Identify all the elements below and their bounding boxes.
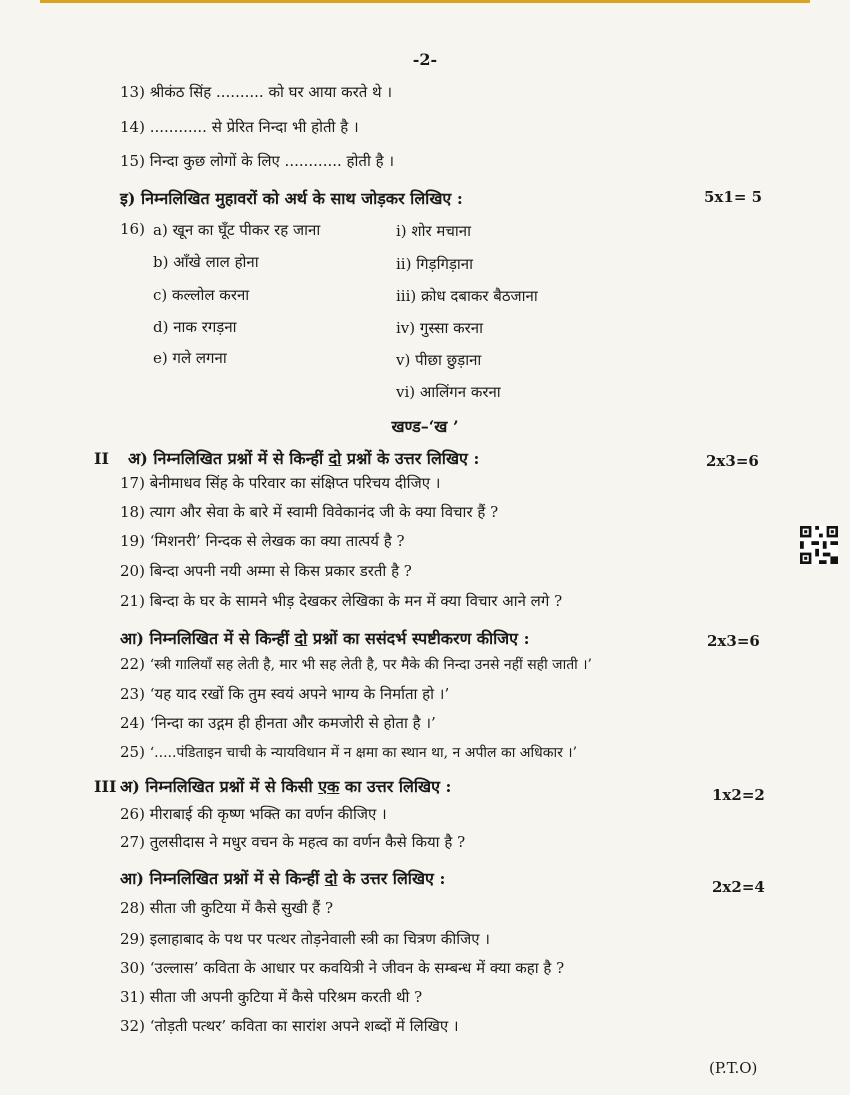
idiom-left-c: c) कल्लोल करना — [153, 286, 250, 304]
question-text: सीता जी अपनी कुटिया में कैसे परिश्रम करती थी ? — [149, 988, 423, 1006]
question-text: ‘उल्लास’ कविता के आधार पर कवयित्री ने जीवन के सम्बन्ध में क्या कहा है ? — [149, 959, 565, 977]
question-number: 19) — [120, 532, 145, 550]
roman-numeral: III — [94, 777, 117, 796]
question-31 — [120, 987, 422, 1007]
header-text: आ) निम्नलिखित में से किन्हीं — [120, 629, 295, 648]
header-text-end: प्रश्नों का ससंदर्भ स्पष्टीकरण कीजिए : — [307, 629, 530, 648]
section-title: खण्ड–‘ख ’ — [391, 417, 459, 436]
part3a-header — [94, 775, 451, 797]
question-text: ‘निन्दा का उद्गम ही हीनता और कमजोरी से होता है ।’ — [149, 714, 436, 732]
question-text: बेनीमाधव सिंह के परिवार का संक्षिप्त परिचय दीजिए । — [149, 474, 441, 492]
question-text: ............ से प्रेरित निन्दा भी होती है । — [149, 118, 359, 136]
idiom-right-iii: iii) क्रोध दबाकर बैठजाना — [396, 287, 538, 305]
question-26 — [120, 804, 387, 824]
idiom-right-iv: iv) गुस्सा करना — [396, 319, 483, 337]
question-21 — [120, 591, 562, 611]
question-text: ‘तोड़ती पत्थर’ कविता का सारांश अपने शब्दों में लिखिए । — [149, 1017, 459, 1035]
question-28 — [120, 898, 333, 918]
roman-numeral: II — [94, 449, 109, 468]
idiom-right-ii: ii) गिड़गिड़ाना — [396, 255, 474, 273]
question-number: 23) — [120, 685, 145, 703]
header-underlined: दो — [328, 449, 342, 468]
question-number: 28) — [120, 899, 145, 917]
header-underlined: एक — [318, 777, 340, 796]
question-number: 14) — [120, 118, 145, 136]
question-number: 29) — [120, 930, 145, 948]
question-18 — [120, 502, 498, 522]
question-text: ‘मिशनरी’ निन्दक से लेखक का क्या तात्पर्य है ? — [149, 532, 405, 550]
page-number: -2- — [412, 50, 438, 69]
header-text: अ) निम्नलिखित प्रश्नों में से किन्हीं — [128, 449, 329, 468]
qr-code-icon — [800, 525, 838, 565]
question-number: 20) — [120, 562, 145, 580]
question-number: 17) — [120, 474, 145, 492]
question-text: निन्दा कुछ लोगों के लिए ............ होती है । — [149, 152, 395, 170]
question-number: 32) — [120, 1017, 145, 1035]
question-text: बिन्दा के घर के सामने भीड़ देखकर लेखिका के मन में क्या विचार आने लगे ? — [149, 592, 563, 610]
question-29 — [120, 929, 490, 949]
question-text: मीराबाई की कृष्ण भक्ति का वर्णन कीजिए । — [149, 805, 387, 823]
question-text: ‘यह याद रखों कि तुम स्वयं अपने भाग्य के निर्माता हो ।’ — [149, 685, 450, 703]
question-14 — [120, 117, 359, 137]
idioms-marks: 5x1= 5 — [704, 188, 763, 206]
question-text: त्याग और सेवा के बारे में स्वामी विवेकानंद जी के क्या विचार हैं ? — [149, 503, 499, 521]
question-number: 31) — [120, 988, 145, 1006]
question-15 — [120, 151, 394, 171]
header-text: अ) निम्नलिखित प्रश्नों में से किसी — [120, 777, 319, 796]
idiom-right-vi: vi) आलिंगन करना — [396, 383, 501, 401]
idiom-right-i: i) शोर मचाना — [396, 222, 471, 240]
question-17 — [120, 473, 440, 493]
question-text: बिन्दा अपनी नयी अम्मा से किस प्रकार डरती है ? — [149, 562, 412, 580]
question-number: 15) — [120, 152, 145, 170]
question-number: 25) — [120, 743, 145, 761]
part3b-marks: 2x2=4 — [712, 878, 765, 896]
question-text: ‘.....पंडिताइन चाची के न्यायविधान में न क्षमा का स्थान था, न अपील का अधिकार ।’ — [149, 745, 578, 761]
question-number: 30) — [120, 959, 145, 977]
header-text-end: के उत्तर लिखिए : — [337, 869, 446, 888]
question-13 — [120, 82, 392, 102]
question-24 — [120, 713, 436, 733]
question-text: तुलसीदास ने मधुर वचन के महत्व का वर्णन कैसे किया है ? — [149, 833, 466, 851]
question-32 — [120, 1016, 459, 1036]
question-number: 18) — [120, 503, 145, 521]
idioms-header: इ) निम्नलिखित मुहावरों को अर्थ के साथ जोड़कर लिखिए : — [120, 189, 463, 208]
question-number: 13) — [120, 83, 145, 101]
part2b-header — [120, 627, 530, 649]
question-25 — [120, 743, 577, 762]
question-text: इलाहाबाद के पथ पर पत्थर तोड़नेवाली स्त्री का चित्रण कीजिए । — [149, 930, 490, 948]
question-30 — [120, 958, 564, 978]
idiom-left-d: d) नाक रगड़ना — [153, 318, 237, 336]
question-number: 26) — [120, 805, 145, 823]
question-number: 22) — [120, 655, 145, 673]
question-20 — [120, 561, 412, 581]
question-number: 27) — [120, 833, 145, 851]
part2b-marks: 2x3=6 — [707, 632, 760, 650]
header-text-end: का उत्तर लिखिए : — [339, 777, 452, 796]
question-number: 21) — [120, 592, 145, 610]
question-27 — [120, 832, 465, 852]
idiom-left-e: e) गले लगना — [153, 349, 227, 367]
idiom-left-a: a) खून का घूँट पीकर रह जाना — [153, 221, 321, 239]
header-underlined: दो — [324, 869, 338, 888]
header-text: आ) निम्नलिखित प्रश्नों में से किन्हीं — [120, 869, 325, 888]
page-turn-note: (P.T.O) — [709, 1059, 758, 1077]
question-text: श्रीकंठ सिंह .......... को घर आया करते थे । — [149, 83, 393, 101]
idioms-question-number: 16) — [120, 220, 145, 238]
part3a-marks: 1x2=2 — [712, 786, 765, 804]
idiom-right-v: v) पीछा छुड़ाना — [396, 351, 482, 369]
question-text: सीता जी कुटिया में कैसे सुखी हैं ? — [149, 899, 334, 917]
part3b-header — [120, 867, 445, 889]
question-23 — [120, 684, 449, 704]
header-underlined: दो — [294, 629, 308, 648]
question-number: 24) — [120, 714, 145, 732]
top-edge-line — [40, 0, 810, 3]
question-22 — [120, 655, 592, 674]
question-19 — [120, 531, 405, 551]
part2a-header — [94, 447, 479, 469]
part2a-marks: 2x3=6 — [706, 452, 759, 470]
idiom-left-b: b) आँखे लाल होना — [153, 253, 259, 271]
question-text: ‘स्त्री गालियाँ सह लेती है, मार भी सह लेती है, पर मैके की निन्दा उनसे नहीं सही जाती ।’ — [149, 657, 593, 673]
header-text-end: प्रश्नों के उत्तर लिखिए : — [341, 449, 480, 468]
